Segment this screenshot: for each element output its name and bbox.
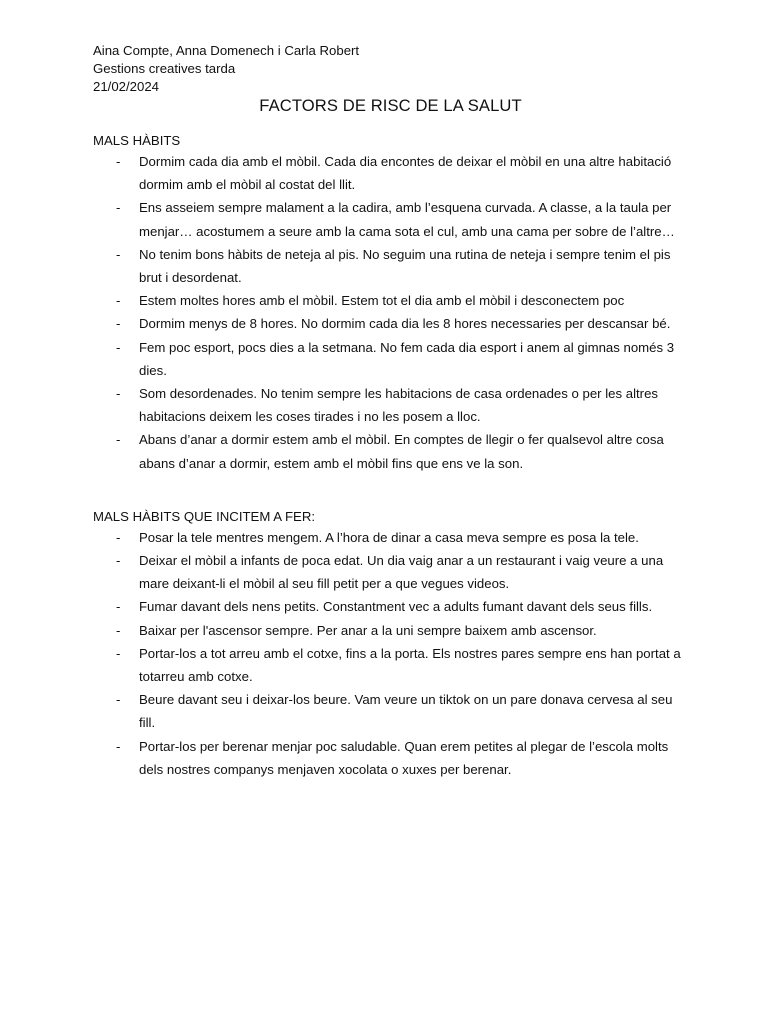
list-item xyxy=(93,688,688,734)
bullet-dash: - xyxy=(116,645,121,661)
bullet-dash: - xyxy=(116,599,121,615)
bad-habits-list xyxy=(93,150,688,475)
list-item-text: No tenim bons hàbits de neteja al pis. No seguim una rutina de neteja i sempre tenim el pis brut i desordenat. xyxy=(139,246,671,286)
list-item xyxy=(93,243,688,289)
bullet-dash: - xyxy=(116,293,121,309)
bullet-dash: - xyxy=(116,154,121,169)
section-incited-habits xyxy=(93,508,688,781)
list-item xyxy=(93,336,688,382)
bullet-dash: - xyxy=(116,386,121,402)
incited-habits-list xyxy=(93,526,688,781)
bullet-dash: - xyxy=(116,432,121,448)
list-item-text: Baixar per l'ascensor sempre. Per anar a la uni sempre baixem amb ascensor. xyxy=(139,622,597,638)
bullet-dash: - xyxy=(116,529,121,545)
bullet-dash: - xyxy=(116,692,121,708)
list-item xyxy=(93,196,688,242)
document-title: FACTORS DE RISC DE LA SALUT xyxy=(259,96,522,115)
list-item-text: Portar-los a tot arreu amb el cotxe, fins a la porta. Els nostres pares sempre ens han portat a totarreu amb cotxe. xyxy=(139,645,681,685)
list-item-text: Estem moltes hores amb el mòbil. Estem tot el dia amb el mòbil i desconectem poc xyxy=(139,293,625,309)
bullet-dash: - xyxy=(116,339,121,355)
list-item-text: Deixar el mòbil a infants de poca edat. Un dia vaig anar a un restaurant i vaig veure a una mare deixant-li el mòbil al seu fill petit per a que vegues videos. xyxy=(139,553,664,592)
list-item xyxy=(93,549,688,595)
date-line: 21/02/2024 xyxy=(93,79,160,94)
bullet-dash: - xyxy=(116,316,121,332)
list-item xyxy=(93,312,688,335)
list-item-text: Ens asseiem sempre malament a la cadira, amb l’esquena curvada. A classe, a la taula per menjar… acostumem a seure amb la cama sota el cul, amb una cama per sobre de l’altre… xyxy=(139,200,675,239)
bullet-dash: - xyxy=(116,622,121,638)
bullet-dash: - xyxy=(116,553,121,569)
bullet-dash: - xyxy=(116,246,121,262)
section-heading: MALS HÀBITS QUE INCITEM A FER: xyxy=(93,508,316,524)
list-item xyxy=(93,150,688,196)
section-bad-habits xyxy=(93,132,688,475)
list-item-text: Fumar davant dels nens petits. Constantment vec a adults fumant davant dels seus fills. xyxy=(139,599,653,615)
list-item-text: Abans d’anar a dormir estem amb el mòbil. En comptes de llegir o fer qualsevol altre cosa abans d’anar a dormir, estem amb el mòbil fins que ens ve la son. xyxy=(139,432,664,471)
list-item xyxy=(93,289,688,312)
section-heading: MALS HÀBITS xyxy=(93,133,181,148)
list-item xyxy=(93,526,688,549)
list-item xyxy=(93,735,688,781)
list-item-text: Som desordenades. No tenim sempre les habitacions de casa ordenades o per les altres habitacions deixem les coses tirades i no les posem a lloc. xyxy=(139,386,659,425)
course-line: Gestions creatives tarda xyxy=(93,61,236,76)
list-item xyxy=(93,595,688,618)
list-item-text: Dormim cada dia amb el mòbil. Cada dia encontes de deixar el mòbil en una altre habitació dormim amb el mòbil al costat del llit. xyxy=(139,154,672,193)
authors-line: Aina Compte, Anna Domenech i Carla Robert xyxy=(93,43,360,58)
list-item-text: Beure davant seu i deixar-los beure. Vam veure un tiktok on un pare donava cervesa al seu fill. xyxy=(139,692,673,731)
list-item xyxy=(93,619,688,642)
list-item-text: Fem poc esport, pocs dies a la setmana. No fem cada dia esport i anem al gimnas només 3 dies. xyxy=(139,339,675,378)
list-item xyxy=(93,428,688,474)
list-item xyxy=(93,382,688,428)
list-item-text: Posar la tele mentres mengem. A l’hora de dinar a casa meva sempre es posa la tele. xyxy=(139,529,639,545)
bullet-dash: - xyxy=(116,200,121,216)
list-item xyxy=(93,642,688,688)
list-item-text: Dormim menys de 8 hores. No dormim cada dia les 8 hores necessaries per descansar bé. xyxy=(139,316,671,332)
list-item-text: Portar-los per berenar menjar poc saludable. Quan erem petites al plegar de l’escola molts dels nostres companys menjaven xocolata o xuxes per berenar. xyxy=(139,738,669,777)
bullet-dash: - xyxy=(116,738,121,754)
